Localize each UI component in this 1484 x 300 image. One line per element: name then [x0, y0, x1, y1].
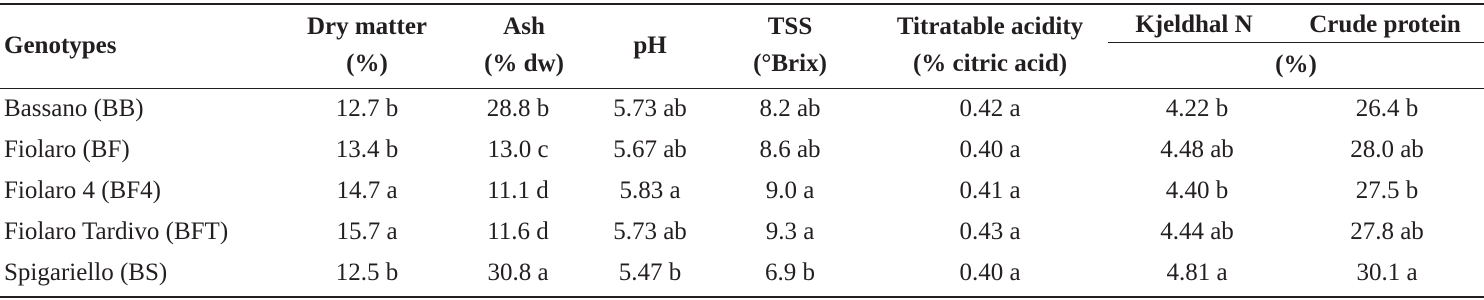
header-bottom-rule	[0, 88, 1484, 89]
cell-acidity: 0.41 a	[959, 177, 1021, 204]
table-top-rule	[0, 3, 1484, 5]
cell-ph: 5.73 ab	[613, 218, 687, 245]
cell-acidity: 0.40 a	[959, 136, 1021, 163]
header-ash-unit: (% dw)	[484, 50, 564, 77]
cell-dry-matter: 14.7 a	[336, 177, 398, 204]
cell-acidity: 0.42 a	[959, 95, 1021, 122]
cell-ph: 5.83 a	[619, 177, 681, 204]
cell-kjeldhal-n: 4.40 b	[1165, 177, 1229, 204]
cell-tss: 8.6 ab	[759, 136, 821, 163]
cell-acidity: 0.43 a	[959, 218, 1021, 245]
table-bottom-rule	[0, 296, 1484, 298]
header-tss: TSS	[767, 13, 813, 40]
cell-dry-matter: 15.7 a	[336, 218, 398, 245]
cell-acidity: 0.40 a	[959, 259, 1021, 286]
cell-tss: 9.3 a	[765, 218, 815, 245]
header-shared-unit: (%)	[1275, 51, 1317, 78]
cell-crude-protein: 27.5 b	[1355, 177, 1419, 204]
cell-tss: 8.2 ab	[759, 95, 821, 122]
cell-ph: 5.73 ab	[613, 95, 687, 122]
cell-genotype: Fiolaro (BF)	[4, 136, 130, 163]
cell-dry-matter: 12.7 b	[335, 95, 399, 122]
cell-dry-matter: 13.4 b	[335, 136, 399, 163]
cell-genotype: Fiolaro Tardivo (BFT)	[4, 218, 229, 245]
cell-genotype: Spigariello (BS)	[4, 259, 168, 286]
header-ash: Ash	[503, 13, 545, 40]
cell-ash: 13.0 c	[487, 136, 549, 163]
cell-tss: 9.0 a	[765, 177, 815, 204]
cell-genotype: Fiolaro 4 (BF4)	[4, 177, 161, 204]
header-titratable-acidity: Titratable acidity	[896, 13, 1084, 40]
cell-ph: 5.67 ab	[613, 136, 687, 163]
cell-crude-protein: 26.4 b	[1355, 95, 1419, 122]
cell-crude-protein: 30.1 a	[1356, 259, 1418, 286]
cell-ash: 11.6 d	[487, 218, 549, 245]
header-group-rule	[1108, 42, 1484, 43]
header-genotypes: Genotypes	[4, 32, 117, 59]
cell-kjeldhal-n: 4.44 ab	[1160, 218, 1234, 245]
cell-genotype: Bassano (BB)	[4, 95, 144, 122]
cell-crude-protein: 27.8 ab	[1350, 218, 1424, 245]
header-titratable-acidity-unit: (% citric acid)	[912, 50, 1068, 77]
cell-dry-matter: 12.5 b	[335, 259, 399, 286]
cell-ph: 5.47 b	[618, 259, 682, 286]
cell-ash: 11.1 d	[487, 177, 549, 204]
header-tss-unit: (°Brix)	[753, 50, 827, 77]
cell-crude-protein: 28.0 ab	[1350, 136, 1424, 163]
header-kjeldhal-n: Kjeldhal N	[1135, 11, 1253, 38]
cell-tss: 6.9 b	[765, 259, 815, 286]
header-dry-matter: Dry matter	[306, 13, 428, 40]
header-ph: pH	[633, 32, 667, 59]
cell-ash: 28.8 b	[486, 95, 550, 122]
header-crude-protein: Crude protein	[1309, 11, 1461, 38]
cell-ash: 30.8 a	[487, 259, 549, 286]
cell-kjeldhal-n: 4.81 a	[1166, 259, 1228, 286]
cell-kjeldhal-n: 4.22 b	[1165, 95, 1229, 122]
header-dry-matter-unit: (%)	[346, 50, 388, 77]
cell-kjeldhal-n: 4.48 ab	[1160, 136, 1234, 163]
